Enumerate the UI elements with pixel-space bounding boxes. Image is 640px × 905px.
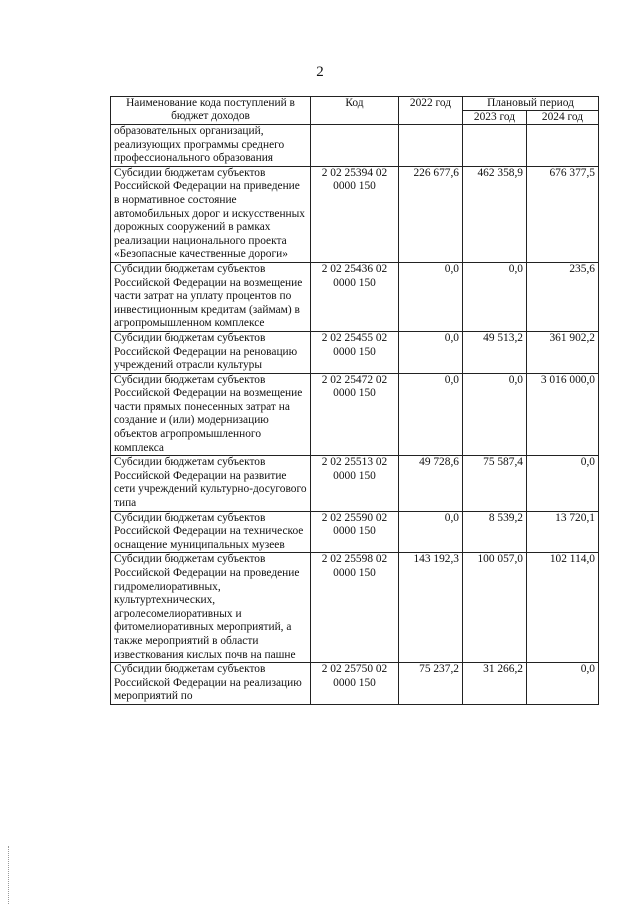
table-row bbox=[111, 553, 599, 663]
row-value-2022: 0,0 bbox=[399, 511, 463, 553]
row-name: Субсидии бюджетам субъектов Российской Федерации на проведение гидромелиоративных, культуртехнических, агролесомелиоративных и фитомелиоративных мероприятий, а также мероприятий в области известкования кислых почв на пашне bbox=[111, 553, 311, 663]
table-row bbox=[111, 373, 599, 456]
header-2024: 2024 год bbox=[527, 111, 599, 125]
row-value-2022: 49 728,6 bbox=[399, 456, 463, 511]
table-row bbox=[111, 125, 599, 167]
row-code bbox=[311, 125, 399, 167]
row-code: 2 02 25472 02 0000 150 bbox=[311, 373, 399, 456]
header-planning-period: Плановый период bbox=[463, 97, 599, 111]
row-value-2024 bbox=[527, 125, 599, 167]
row-value-2024: 3 016 000,0 bbox=[527, 373, 599, 456]
row-value-2023: 0,0 bbox=[463, 373, 527, 456]
row-code: 2 02 25750 02 0000 150 bbox=[311, 663, 399, 705]
row-value-2023: 75 587,4 bbox=[463, 456, 527, 511]
row-name: Субсидии бюджетам субъектов Российской Федерации на возмещение части затрат на уплату процентов по инвестиционным кредитам (займам) в агропромышленном комплексе bbox=[111, 262, 311, 331]
row-code: 2 02 25436 02 0000 150 bbox=[311, 262, 399, 331]
row-value-2024: 0,0 bbox=[527, 456, 599, 511]
row-value-2022: 226 677,6 bbox=[399, 166, 463, 262]
row-value-2023: 31 266,2 bbox=[463, 663, 527, 705]
table-row bbox=[111, 511, 599, 553]
row-name: Субсидии бюджетам субъектов Российской Федерации на возмещение части прямых понесенных затрат на создание и (или) модернизацию объектов агропромышленного комплекса bbox=[111, 373, 311, 456]
header-2023: 2023 год bbox=[463, 111, 527, 125]
row-value-2022: 0,0 bbox=[399, 373, 463, 456]
row-name: образовательных организаций, реализующих программы среднего профессионального образования bbox=[111, 125, 311, 167]
table-row bbox=[111, 663, 599, 705]
row-value-2023: 49 513,2 bbox=[463, 331, 527, 373]
row-value-2024: 102 114,0 bbox=[527, 553, 599, 663]
row-code: 2 02 25590 02 0000 150 bbox=[311, 511, 399, 553]
row-code: 2 02 25394 02 0000 150 bbox=[311, 166, 399, 262]
row-value-2024: 0,0 bbox=[527, 663, 599, 705]
row-value-2022: 0,0 bbox=[399, 331, 463, 373]
row-name: Субсидии бюджетам субъектов Российской Федерации на реновацию учреждений отрасли культуры bbox=[111, 331, 311, 373]
header-code: Код bbox=[311, 97, 399, 125]
scan-margin-marks bbox=[8, 846, 11, 904]
row-name: Субсидии бюджетам субъектов Российской Федерации на приведение в нормативное состояние автомобильных дорог и искусственных дорожных сооружений в рамках реализации национального проекта «Безопасные качественные дороги» bbox=[111, 166, 311, 262]
row-code: 2 02 25455 02 0000 150 bbox=[311, 331, 399, 373]
row-value-2023: 8 539,2 bbox=[463, 511, 527, 553]
row-name: Субсидии бюджетам субъектов Российской Федерации на развитие сети учреждений культурно-досугового типа bbox=[111, 456, 311, 511]
table-row bbox=[111, 262, 599, 331]
row-value-2023: 0,0 bbox=[463, 262, 527, 331]
row-code: 2 02 25598 02 0000 150 bbox=[311, 553, 399, 663]
row-value-2023: 462 358,9 bbox=[463, 166, 527, 262]
row-code: 2 02 25513 02 0000 150 bbox=[311, 456, 399, 511]
revenue-table bbox=[110, 96, 599, 705]
table-row bbox=[111, 456, 599, 511]
row-value-2022 bbox=[399, 125, 463, 167]
row-value-2022: 143 192,3 bbox=[399, 553, 463, 663]
row-value-2024: 361 902,2 bbox=[527, 331, 599, 373]
row-value-2024: 676 377,5 bbox=[527, 166, 599, 262]
table-row bbox=[111, 166, 599, 262]
row-name: Субсидии бюджетам субъектов Российской Федерации на реализацию мероприятий по bbox=[111, 663, 311, 705]
row-value-2023: 100 057,0 bbox=[463, 553, 527, 663]
row-value-2022: 0,0 bbox=[399, 262, 463, 331]
table-row bbox=[111, 331, 599, 373]
row-value-2024: 235,6 bbox=[527, 262, 599, 331]
row-value-2024: 13 720,1 bbox=[527, 511, 599, 553]
row-name: Субсидии бюджетам субъектов Российской Федерации на техническое оснащение муниципальных музеев bbox=[111, 511, 311, 553]
header-name: Наименование кода поступлений в бюджет доходов bbox=[111, 97, 311, 125]
header-2022: 2022 год bbox=[399, 97, 463, 125]
row-value-2022: 75 237,2 bbox=[399, 663, 463, 705]
row-value-2023 bbox=[463, 125, 527, 167]
page-number: 2 bbox=[316, 64, 324, 80]
